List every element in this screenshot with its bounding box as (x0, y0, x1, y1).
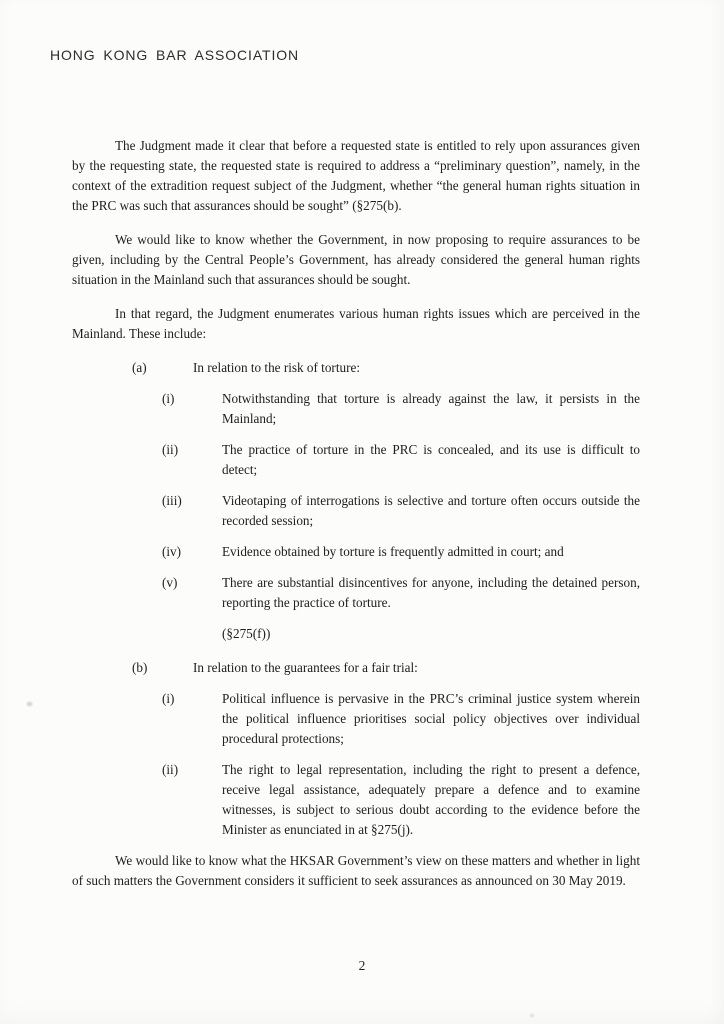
citation-275f: (§275(f)) (222, 626, 271, 641)
list-heading-fair-trial: In relation to the guarantees for a fair trial: (193, 660, 418, 675)
scan-artifact-speck (26, 701, 33, 707)
list-marker-a-ii: (ii) (162, 442, 179, 457)
list-marker-b: (b) (132, 660, 148, 675)
scan-artifact-speck (529, 1013, 535, 1018)
list-marker-b-i: (i) (162, 691, 175, 706)
paragraph-closing-hksar-view: We would like to know what the HKSAR Government’s view on these matters and whether in light of such matters the Government considers it sufficient to seek assurances as announced on 30 May 2019. (72, 853, 640, 888)
list-text-a-v: There are substantial disincentives for anyone, including the detained person, reporting the practice of torture. (222, 575, 640, 610)
list-text-b-i: Political influence is pervasive in the PRC’s criminal justice system wherein the political influence prioritises social policy objectives over individual procedural protections; (222, 691, 640, 746)
page-number: 2 (358, 958, 366, 973)
list-item-b (132, 658, 640, 678)
list-item-a-iii (162, 491, 640, 531)
list-item-a-ii (162, 440, 640, 480)
list-text-a-i: Notwithstanding that torture is already against the law, it persists in the Mainland; (222, 391, 640, 426)
letterhead-title: HONG KONG BAR ASSOCIATION (50, 47, 300, 63)
list-marker-a-v: (v) (162, 575, 178, 590)
list-item-a-iv (162, 542, 640, 562)
paragraph-government-assurances-question: We would like to know whether the Government, in now proposing to require assurances to be given, including by the Central People’s Government, has already considered the general human rights situation in the Mainland such that assurances should be sought. (72, 232, 640, 287)
list-item-a (132, 358, 640, 378)
list-marker-a-iii: (iii) (162, 493, 182, 508)
list-item-a-v (162, 573, 640, 613)
letter-body (72, 136, 640, 905)
list-text-b-ii: The right to legal representation, including the right to present a defence, receive legal assistance, adequately prepare a defence and to examine witnesses, is subject to serious doubt according to the evidence before the Minister as enunciated in at §275(j). (222, 762, 640, 837)
list-item-b-ii (162, 760, 640, 840)
paragraph-judgment-enumerates-issues: In that regard, the Judgment enumerates various human rights issues which are perceived in the Mainland. These include: (72, 306, 640, 341)
list-text-a-iii: Videotaping of interrogations is selective and torture often occurs outside the recorded session; (222, 493, 640, 528)
list-marker-a: (a) (132, 360, 147, 375)
list-marker-a-i: (i) (162, 391, 175, 406)
list-item-a-i (162, 389, 640, 429)
list-text-a-ii: The practice of torture in the PRC is concealed, and its use is difficult to detect; (222, 442, 640, 477)
list-marker-b-ii: (ii) (162, 762, 179, 777)
list-heading-torture: In relation to the risk of torture: (193, 360, 360, 375)
list-item-b-i (162, 689, 640, 749)
paragraph-judgment-preliminary-question: The Judgment made it clear that before a requested state is entitled to rely upon assurances given by the requesting state, the requested state is required to address a “preliminary question”, namely, in the context of the extradition request subject of the Judgment, whether “the general human rights situation in the PRC was such that assurances should be sought” (§275(b). (72, 138, 640, 213)
list-text-a-iv: Evidence obtained by torture is frequently admitted in court; and (222, 544, 564, 559)
list-marker-a-iv: (iv) (162, 544, 182, 559)
